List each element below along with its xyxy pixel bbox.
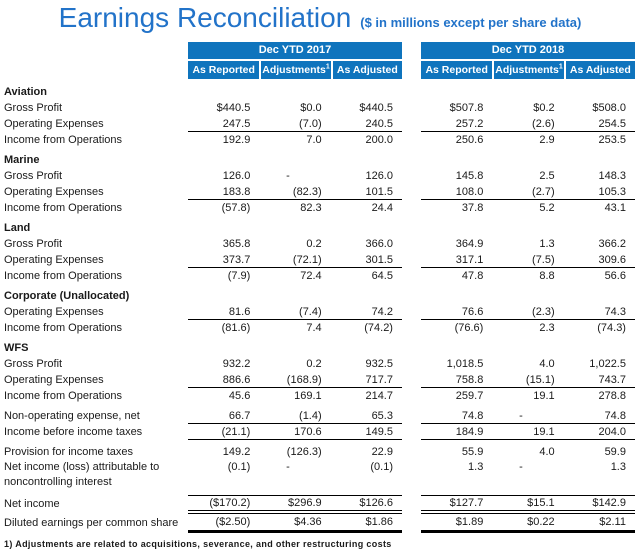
cell-value: 0.2 (306, 358, 322, 370)
value-group-2017 (188, 304, 402, 320)
cell-value: (2.6) (532, 117, 555, 130)
cell-value: $0.2 (533, 102, 555, 114)
value-group-2018 (421, 268, 635, 284)
cell-value: $126.6 (359, 497, 393, 509)
table-row (0, 184, 640, 200)
row-label: Gross Profit (4, 169, 63, 182)
footnote-marker: 1 (325, 63, 330, 71)
cell-value: $0.22 (527, 516, 555, 528)
table-row (0, 200, 640, 216)
cell-value: $1.89 (455, 516, 484, 528)
cell-value: $507.8 (449, 102, 484, 114)
value-group-2017 (188, 356, 402, 372)
cell-value: 1.3 (539, 238, 555, 250)
table-row (0, 495, 640, 514)
cell-value: 4.0 (539, 358, 555, 370)
cell-value: 108.0 (455, 185, 484, 198)
value-group-2018 (421, 100, 635, 116)
cell-value: 932.2 (222, 358, 251, 370)
cell-value: 278.8 (598, 390, 626, 402)
cell-value: 200.0 (365, 134, 393, 146)
cell-value: - (519, 461, 523, 473)
cell-value: (2.3) (532, 305, 555, 318)
value-group-2018 (421, 444, 635, 460)
cell-value: (72.1) (292, 253, 322, 266)
column-header-adjustments: Adjustments$^1$ (259, 61, 330, 79)
table-row (0, 116, 640, 132)
cell-value: 74.2 (371, 305, 393, 318)
cell-value: (81.6) (221, 322, 251, 334)
table-body (0, 84, 640, 533)
cell-value: 7.0 (306, 134, 322, 146)
row-label: Non-operating expense, net (4, 409, 140, 422)
section-row (0, 340, 640, 356)
cell-value: 72.4 (300, 270, 322, 282)
column-header-adjustments: Adjustments$^1$ (492, 61, 563, 79)
value-group-2018 (421, 388, 635, 404)
cell-value: 717.7 (365, 373, 393, 386)
table-row (0, 424, 640, 440)
value-group-2017 (188, 116, 402, 132)
table-row (0, 168, 640, 184)
cell-value: 126.0 (222, 170, 251, 182)
column-header-as-reported: As Reported (188, 61, 259, 79)
cell-value: 250.6 (455, 134, 484, 146)
cell-value: (74.3) (597, 322, 626, 334)
value-group-2017 (188, 252, 402, 268)
cell-value: 183.8 (222, 185, 251, 198)
table-row (0, 252, 640, 268)
cell-value: $508.0 (592, 102, 626, 114)
section-row (0, 288, 640, 304)
cell-value: 1.3 (468, 461, 484, 473)
cell-value: 932.5 (365, 358, 393, 370)
section-row (0, 84, 640, 100)
cell-value: 169.1 (294, 390, 322, 402)
cell-value: (2.7) (532, 185, 555, 198)
value-group-2018 (421, 460, 635, 491)
cell-value: 19.1 (533, 425, 555, 438)
row-label: Operating Expenses (4, 305, 104, 318)
row-label: Income from Operations (4, 389, 122, 402)
cell-value: (15.1) (525, 373, 555, 386)
cell-value: 149.5 (365, 425, 393, 438)
cell-value: $2.11 (599, 516, 626, 528)
cell-value: 366.0 (365, 238, 393, 250)
value-group-2018 (421, 514, 635, 533)
cell-value: (1.4) (299, 409, 322, 422)
cell-value: 1,018.5 (446, 358, 484, 370)
footnote: 1) Adjustments are related to acquisitions, severance, and other restructuring costs (4, 539, 392, 549)
cell-value: (21.1) (221, 425, 251, 438)
table-row (0, 356, 640, 372)
table-row (0, 268, 640, 284)
cell-value: 43.1 (604, 202, 626, 214)
header-spacer (0, 42, 188, 59)
cell-value: 74.8 (604, 409, 626, 422)
cell-value: 373.7 (222, 253, 251, 266)
column-group-2017: Dec YTD 2017 (188, 42, 402, 59)
cell-value: 145.8 (455, 170, 484, 182)
value-group-2018 (421, 495, 635, 514)
section-row (0, 220, 640, 236)
cell-value: 126.0 (365, 170, 393, 182)
group-gap (402, 42, 421, 59)
cell-value: $1.86 (365, 516, 393, 528)
value-group-2017 (188, 408, 402, 424)
row-label: Diluted earnings per common share (4, 517, 179, 529)
row-label: Net income (loss) attributable to noncontrolling interest (4, 461, 160, 488)
table-row (0, 320, 640, 336)
cell-value: 257.2 (455, 117, 484, 130)
value-group-2018 (421, 252, 635, 268)
value-group-2017 (188, 132, 402, 148)
cell-value: (76.6) (454, 322, 484, 334)
page-title: Earnings Reconciliation (58, 2, 352, 33)
section-label: Marine (4, 153, 40, 166)
cell-value: 24.4 (371, 202, 393, 214)
cell-value: 66.7 (228, 409, 251, 422)
cell-value: 65.3 (371, 409, 393, 422)
cell-value: 74.8 (461, 409, 484, 422)
cell-value: 45.6 (228, 390, 251, 402)
footnote-marker: 1 (558, 63, 563, 71)
cell-value: 0.2 (306, 238, 322, 250)
cell-value: 81.6 (228, 305, 251, 318)
cell-value: 259.7 (455, 390, 484, 402)
cell-value: 365.8 (222, 238, 251, 250)
cell-value: - (286, 170, 290, 182)
value-group-2017 (188, 444, 402, 460)
cell-value: $296.9 (288, 497, 322, 509)
cell-value: 1,022.5 (589, 358, 626, 370)
cell-value: 214.7 (365, 390, 393, 402)
section-label: Land (4, 221, 31, 234)
subheaders-2018 (421, 61, 635, 79)
column-header-as-adjusted: As Adjusted (331, 61, 402, 79)
cell-value: (74.2) (364, 322, 393, 334)
row-label: Operating Expenses (4, 373, 104, 386)
cell-value: 1.3 (610, 461, 626, 473)
value-group-2017 (188, 460, 402, 491)
row-label: Operating Expenses (4, 117, 104, 130)
row-label: Gross Profit (4, 237, 63, 250)
value-group-2018 (421, 408, 635, 424)
cell-value: 19.1 (533, 390, 555, 402)
value-group-2018 (421, 116, 635, 132)
column-header-as-reported: As Reported (421, 61, 492, 79)
cell-value: 149.2 (222, 446, 251, 458)
cell-value: (7.0) (299, 117, 322, 130)
table-header (0, 42, 640, 79)
cell-value: 2.3 (539, 322, 555, 334)
cell-value: - (286, 461, 290, 473)
cell-value: 364.9 (455, 238, 484, 250)
table-row (0, 100, 640, 116)
cell-value: 76.6 (461, 305, 484, 318)
cell-value: 74.3 (604, 305, 626, 318)
row-label: Gross Profit (4, 357, 63, 370)
cell-value: (0.1) (370, 461, 393, 473)
cell-value: $15.1 (527, 497, 555, 509)
cell-value: (7.5) (532, 253, 555, 266)
value-group-2018 (421, 356, 635, 372)
group-header-row (0, 42, 640, 59)
cell-value: 37.8 (461, 202, 484, 214)
cell-value: 309.6 (598, 253, 626, 266)
cell-value: 317.1 (455, 253, 484, 266)
cell-value: (57.8) (221, 202, 251, 214)
value-group-2017 (188, 268, 402, 284)
cell-value: 204.0 (598, 425, 626, 438)
row-label: Income from Operations (4, 269, 122, 282)
section-row (0, 152, 640, 168)
cell-value: 366.2 (598, 238, 626, 250)
cell-value: ($2.50) (215, 516, 251, 528)
cell-value: $440.5 (216, 102, 251, 114)
cell-value: 22.9 (371, 446, 393, 458)
cell-value: 105.3 (598, 185, 626, 198)
cell-value: 247.5 (222, 117, 251, 130)
cell-value: 4.0 (539, 446, 555, 458)
cell-value: 8.8 (539, 270, 555, 282)
cell-value: 2.5 (539, 170, 555, 182)
value-group-2018 (421, 184, 635, 200)
value-group-2017 (188, 100, 402, 116)
row-label: Operating Expenses (4, 253, 104, 266)
value-group-2017 (188, 372, 402, 388)
header-spacer (0, 61, 188, 79)
cell-value: 253.5 (598, 134, 626, 146)
row-label: Gross Profit (4, 101, 63, 114)
cell-value: 240.5 (365, 117, 393, 130)
value-group-2018 (421, 236, 635, 252)
cell-value: 743.7 (598, 373, 626, 386)
value-group-2018 (421, 424, 635, 440)
value-group-2017 (188, 168, 402, 184)
group-gap (402, 61, 421, 79)
section-label: Corporate (Unallocated) (4, 289, 130, 302)
cell-value: 59.9 (604, 446, 626, 458)
value-group-2018 (421, 304, 635, 320)
value-group-2018 (421, 168, 635, 184)
cell-value: $142.9 (592, 497, 626, 509)
cell-value: 148.3 (598, 170, 626, 182)
section-label: WFS (4, 341, 29, 354)
table-row (0, 408, 640, 424)
table-row (0, 460, 640, 491)
cell-value: $0.0 (300, 102, 322, 114)
table-row (0, 372, 640, 388)
value-group-2017 (188, 424, 402, 440)
row-label: Net income (4, 498, 60, 510)
cell-value: 47.8 (461, 270, 484, 282)
value-group-2017 (188, 184, 402, 200)
cell-value: 254.5 (598, 117, 626, 130)
value-group-2018 (421, 372, 635, 388)
cell-value: 2.9 (539, 134, 555, 146)
cell-value: $127.7 (449, 497, 484, 509)
cell-value: (168.9) (286, 373, 322, 386)
cell-value: 192.9 (222, 134, 251, 146)
cell-value: 758.8 (455, 373, 484, 386)
value-group-2018 (421, 320, 635, 336)
cell-value: 101.5 (365, 185, 393, 198)
cell-value: 886.6 (222, 373, 251, 386)
title-block (0, 0, 640, 34)
cell-value: (7.4) (299, 305, 322, 318)
cell-value: (7.9) (227, 270, 251, 282)
table-row (0, 132, 640, 148)
cell-value: 82.3 (300, 202, 322, 214)
value-group-2017 (188, 320, 402, 336)
row-label: Operating Expenses (4, 185, 104, 198)
row-label: Income before income taxes (4, 425, 143, 438)
cell-value: 184.9 (455, 425, 484, 438)
cell-value: (82.3) (292, 185, 322, 198)
row-label: Income from Operations (4, 201, 122, 214)
cell-value: 5.2 (539, 202, 555, 214)
cell-value: - (519, 409, 523, 422)
row-label: Income from Operations (4, 133, 122, 146)
cell-value: 55.9 (461, 446, 484, 458)
value-group-2017 (188, 495, 402, 514)
row-label: Income from Operations (4, 321, 122, 334)
table-row (0, 514, 640, 533)
column-group-2018: Dec YTD 2018 (421, 42, 635, 59)
cell-value: 56.6 (604, 270, 626, 282)
cell-value: $4.36 (294, 516, 322, 528)
table-row (0, 236, 640, 252)
value-group-2018 (421, 132, 635, 148)
cell-value: $440.5 (359, 102, 393, 114)
value-group-2017 (188, 514, 402, 533)
cell-value: 7.4 (306, 322, 322, 334)
value-group-2017 (188, 200, 402, 216)
value-group-2017 (188, 388, 402, 404)
page-subtitle: ($ in millions except per share data) (360, 15, 582, 30)
table-row (0, 388, 640, 404)
section-label: Aviation (4, 85, 47, 98)
cell-value: (0.1) (227, 461, 251, 473)
cell-value: (126.3) (286, 446, 322, 458)
cell-value: 170.6 (294, 425, 322, 438)
cell-value: ($170.2) (209, 497, 251, 509)
value-group-2017 (188, 236, 402, 252)
table-row (0, 304, 640, 320)
table-row (0, 444, 640, 460)
column-header-as-adjusted: As Adjusted (564, 61, 635, 79)
cell-value: 64.5 (371, 270, 393, 282)
row-label: Provision for income taxes (4, 445, 133, 458)
subheaders-2017 (188, 61, 402, 79)
cell-value: 301.5 (365, 253, 393, 266)
subheader-row (0, 61, 640, 79)
value-group-2018 (421, 200, 635, 216)
